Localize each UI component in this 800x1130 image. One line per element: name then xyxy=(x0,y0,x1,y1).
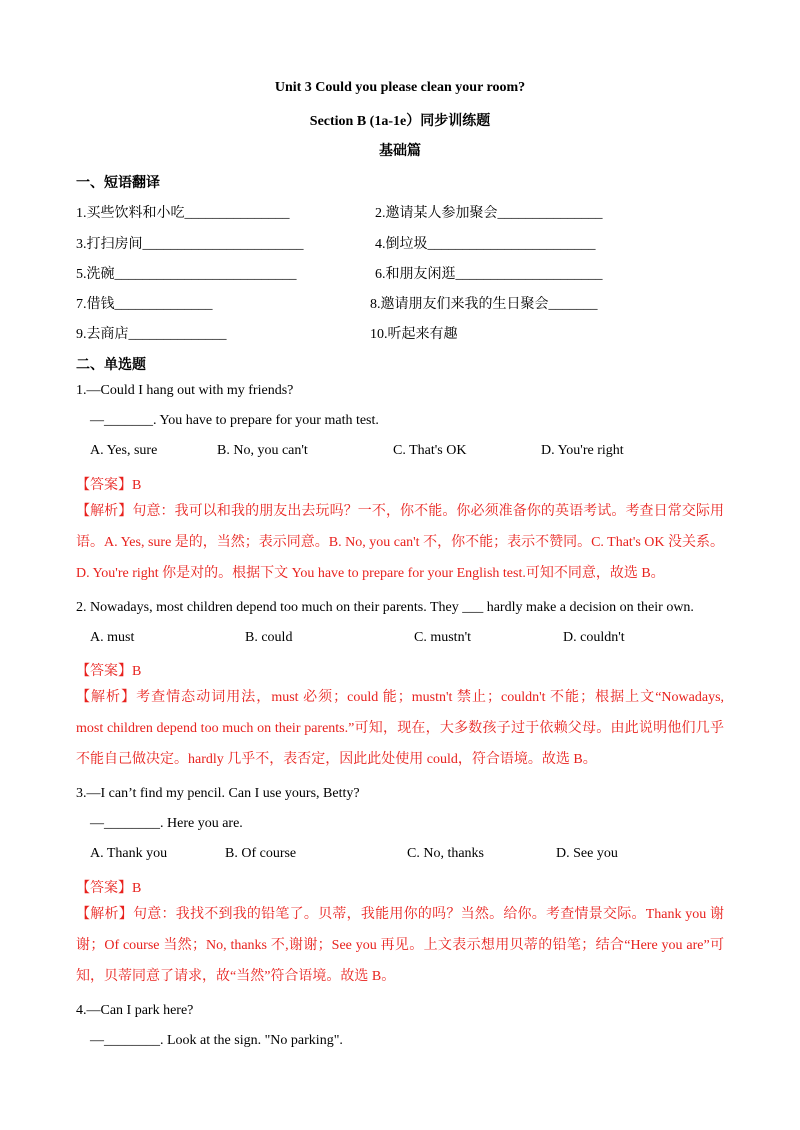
difficulty-level: 基础篇 xyxy=(379,144,421,159)
option-c: C. mustn't xyxy=(414,630,471,645)
analysis-2 xyxy=(76,682,724,775)
question-4-line2: —________. Look at the sign. "No parking". xyxy=(90,1033,343,1048)
answer-label: 【答案】 xyxy=(76,664,132,679)
option-a: A. must xyxy=(90,630,135,645)
document-title: Unit 3 Could you please clean your room? xyxy=(274,80,526,95)
analysis-1 xyxy=(76,496,724,589)
option-d: D. See you xyxy=(556,846,618,861)
phrase-item: 3.打扫房间_______________________ xyxy=(76,237,304,252)
analysis-text: 考查情态动词用法，must 必须；could 能；mustn't 禁止；couldn't 不能；根据上文“Nowadays, most children depend too much on their parents.”可知，现在，大多数孩子过于依赖父母。由此说明他们几乎不能自己做决定。hardly 几乎不，表否定，因此此处使用 could，符合语境。故选 B。 xyxy=(76,690,725,767)
analysis-text: 句意：我找不到我的铅笔了。贝蒂，我能用你的吗？当然。给你。考查情景交际。Thank you 谢谢；Of course 当然；No, thanks 不,谢谢；See you 再见。上文表示想用贝蒂的铅笔；结合“Here you are”可知，贝蒂同意了请求，故“当然”符合语境。故选 B。 xyxy=(76,907,725,984)
option-a: A. Yes, sure xyxy=(90,443,158,458)
answer-value: B xyxy=(132,478,142,493)
question-1-line2: —_______. You have to prepare for your math test. xyxy=(90,413,379,428)
section-heading-single-choice: 二、单选题 xyxy=(76,358,146,373)
question-3-stem: 3.—I can’t find my pencil. Can I use yours, Betty? xyxy=(76,786,360,801)
option-a: A. Thank you xyxy=(90,846,168,861)
question-2-stem: 2. Nowadays, most children depend too much on their parents. They ___ hardly make a decision on their own. xyxy=(76,600,694,615)
analysis-text: 句意：我可以和我的朋友出去玩吗？一不，你不能。你必须准备你的英语考试。考查日常交际用语。A. Yes, sure 是的，当然；表示同意。B. No, you can't 不，你不能；表示不赞同。C. That's OK 没关系。D. You're right 你是对的。根据下文 You have to prepare for your English test.可知不同意，故选 B。 xyxy=(76,504,725,581)
option-b: B. Of course xyxy=(225,846,297,861)
option-c: C. That's OK xyxy=(393,443,467,458)
question-4-stem: 4.—Can I park here? xyxy=(76,1003,194,1018)
question-3-line2: —________. Here you are. xyxy=(90,816,243,831)
phrase-item: 4.倒垃圾________________________ xyxy=(375,237,596,252)
phrase-item: 1.买些饮料和小吃_______________ xyxy=(76,206,290,221)
section-heading-translation: 一、短语翻译 xyxy=(76,176,160,191)
option-c: C. No, thanks xyxy=(407,846,484,861)
answer-2 xyxy=(76,660,141,680)
analysis-label: 【解析】 xyxy=(76,504,133,519)
answer-label: 【答案】 xyxy=(76,881,132,896)
answer-value: B xyxy=(132,664,142,679)
document-subtitle: Section B (1a-1e）同步训练题 xyxy=(309,114,491,129)
option-b: B. No, you can't xyxy=(217,443,308,458)
phrase-item: 2.邀请某人参加聚会_______________ xyxy=(375,206,603,221)
option-b: B. could xyxy=(245,630,293,645)
analysis-label: 【解析】 xyxy=(76,690,137,705)
option-d: D. You're right xyxy=(541,443,624,458)
phrase-item: 5.洗碗__________________________ xyxy=(76,267,297,282)
phrase-item: 7.借钱______________ xyxy=(76,297,213,312)
answer-1 xyxy=(76,474,141,494)
answer-value: B xyxy=(132,881,142,896)
phrase-item: 10.听起来有趣 xyxy=(370,327,458,342)
phrase-item: 6.和朋友闲逛_____________________ xyxy=(375,267,603,282)
analysis-label: 【解析】 xyxy=(76,907,133,922)
analysis-3 xyxy=(76,899,724,992)
phrase-item: 9.去商店______________ xyxy=(76,327,227,342)
answer-3 xyxy=(76,877,141,897)
question-1-stem: 1.—Could I hang out with my friends? xyxy=(76,383,294,398)
phrase-item: 8.邀请朋友们来我的生日聚会_______ xyxy=(370,297,598,312)
option-d: D. couldn't xyxy=(563,630,625,645)
answer-label: 【答案】 xyxy=(76,478,132,493)
